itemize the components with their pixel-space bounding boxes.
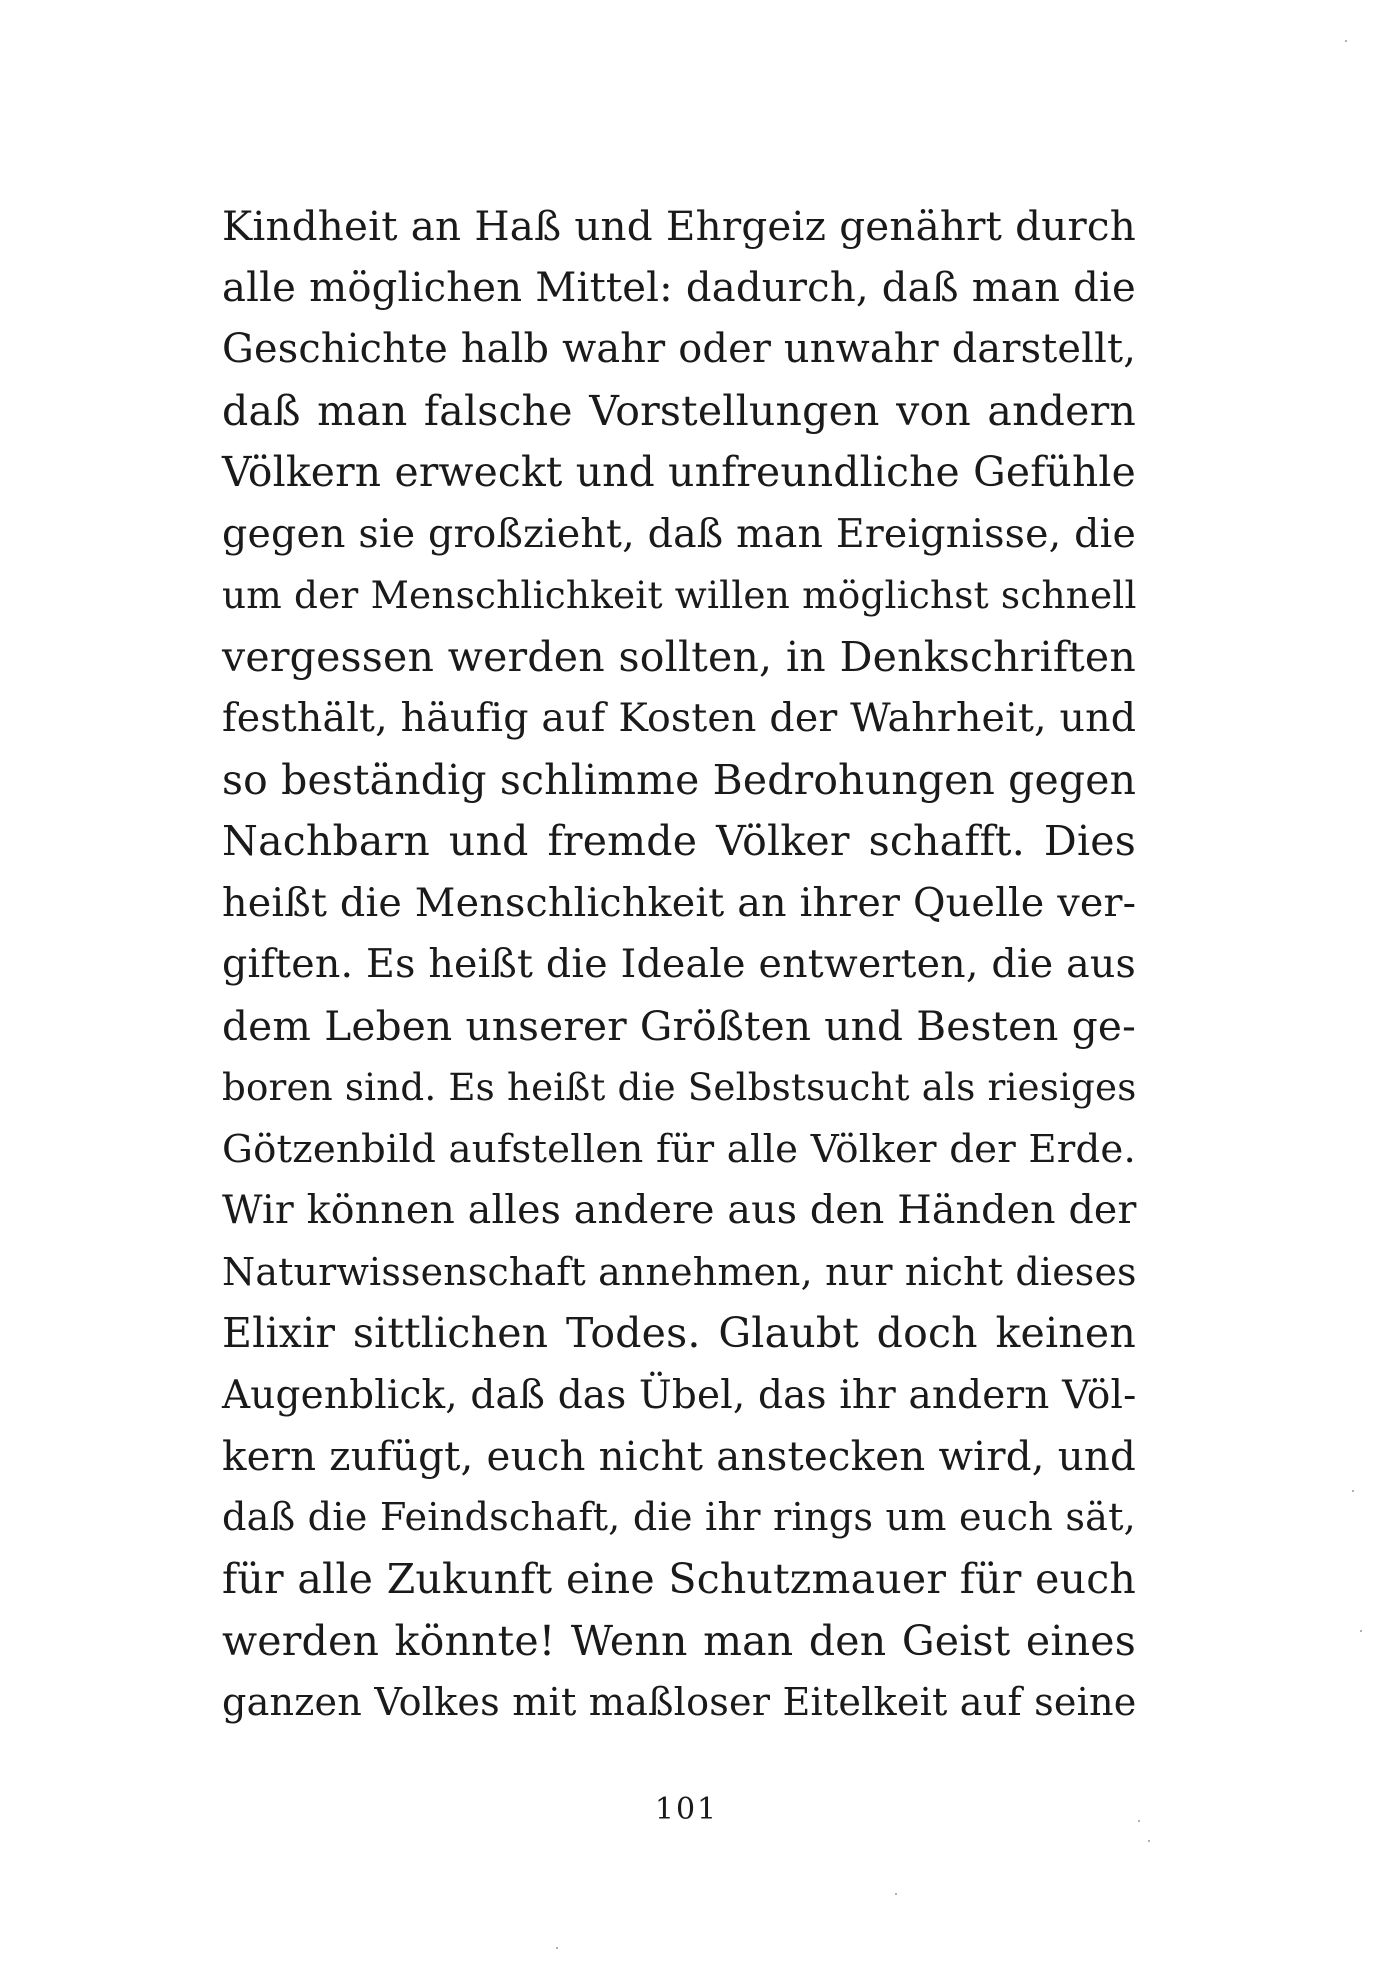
text-line: Elixir sittlichen Todes. Glaubt doch keinen xyxy=(222,1309,1136,1357)
page-number: 101 xyxy=(654,1792,719,1827)
scan-speck xyxy=(1352,1490,1354,1492)
text-line: boren sind. Es heißt die Selbstsucht als riesiges xyxy=(222,1065,1137,1109)
text-line: Kindheit an Haß und Ehrgeiz genährt durch xyxy=(222,202,1136,250)
text-line: daß man falsche Vorstellungen von andern xyxy=(222,386,1136,435)
text-line: so beständig schlimme Bedrohungen gegen xyxy=(222,755,1137,804)
scan-speck xyxy=(1148,1840,1150,1842)
text-line: Naturwissenschaft annehmen, nur nicht dieses xyxy=(222,1249,1137,1294)
text-line: daß die Feindschaft, die ihr rings um euch sät, xyxy=(222,1495,1136,1540)
text-line: Nachbarn und fremde Völker schafft. Dies xyxy=(222,817,1136,865)
text-line: alle möglichen Mittel: dadurch, daß man die xyxy=(222,264,1136,311)
text-line: gegen sie großzieht, daß man Ereignisse, die xyxy=(222,510,1136,557)
text-line: festhält, häufig auf Kosten der Wahrheit, und xyxy=(222,695,1137,741)
text-line: giften. Es heißt die Ideale entwerten, die aus xyxy=(222,941,1136,987)
text-line: Geschichte halb wahr oder unwahr darstellt, xyxy=(222,326,1137,372)
scan-speck xyxy=(1360,1630,1362,1632)
scan-speck xyxy=(556,1947,558,1949)
text-line: Wir können alles andere aus den Händen der xyxy=(222,1187,1137,1233)
text-line: werden könnte! Wenn man den Geist eines xyxy=(222,1616,1136,1665)
text-line: vergessen werden sollten, in Denkschriften xyxy=(222,632,1136,681)
text-line: ganzen Volkes mit maßloser Eitelkeit auf seine xyxy=(222,1680,1137,1724)
text-line: für alle Zukunft eine Schutzmauer für euch xyxy=(222,1555,1136,1603)
text-line: um der Menschlichkeit willen möglichst schnell xyxy=(222,573,1137,617)
text-line: kern zufügt, euch nicht anstecken wird, und xyxy=(222,1433,1136,1480)
text-line: Völkern erweckt und unfreundliche Gefühle xyxy=(222,448,1136,496)
body-text xyxy=(222,196,1136,1734)
text-line: Augenblick, daß das Übel, das ihr andern Völ- xyxy=(222,1372,1137,1418)
scan-speck xyxy=(895,1893,897,1895)
scan-speck xyxy=(1345,40,1347,42)
text-line: dem Leben unserer Größten und Besten ge- xyxy=(222,1001,1137,1050)
text-line: Götzenbild aufstellen für alle Völker der Erde. xyxy=(222,1126,1136,1172)
text-line: heißt die Menschlichkeit an ihrer Quelle ver- xyxy=(222,879,1137,926)
scan-speck xyxy=(1138,1820,1140,1822)
